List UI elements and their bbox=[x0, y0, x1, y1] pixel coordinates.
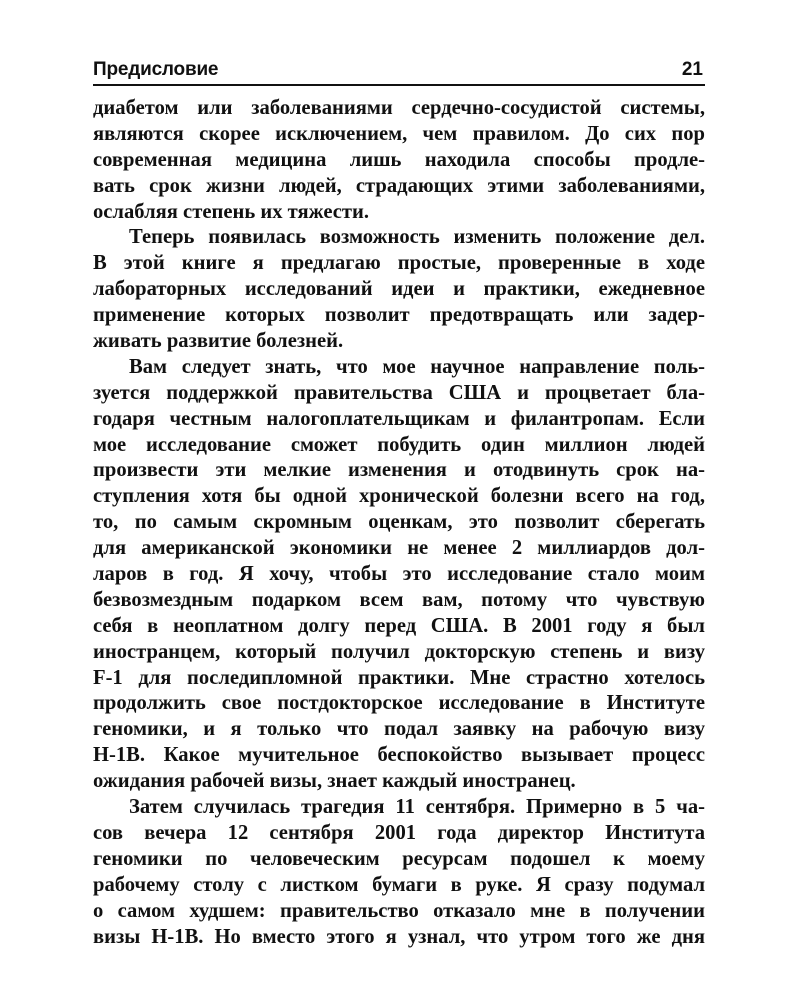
text-line: ларов в год. Я хочу, чтобы это исследование стало моим bbox=[93, 563, 705, 586]
text-line: безвозмездным подарком всем вам, потому что чувствую bbox=[93, 588, 705, 611]
text-line: то, по самым скромным оценкам, это позволит сберегать bbox=[93, 511, 705, 534]
text-line: рабочему столу с листком бумаги в руке. Я сразу подумал bbox=[93, 873, 705, 896]
paragraph bbox=[93, 225, 705, 354]
text-line: годаря честным налогоплательщикам и филантропам. Если bbox=[93, 407, 705, 430]
text-line: В этой книге я предлагаю простые, проверенные в ходе bbox=[93, 252, 705, 275]
text-line: произвести эти мелкие изменения и отодвинуть срок на- bbox=[93, 459, 705, 482]
text-line: лабораторных исследований идеи и практики, ежедневное bbox=[93, 278, 705, 301]
text-line: живать развитие болезней. bbox=[93, 330, 344, 353]
text-line: сов вечера 12 сентября 2001 года директор Института bbox=[93, 821, 705, 844]
text-line: применение которых позволит предотвращать или задер- bbox=[93, 304, 705, 327]
text-line: ступления хотя бы одной хронической болезни всего на год, bbox=[93, 485, 705, 508]
text-line: Затем случилась трагедия 11 сентября. Примерно в 5 ча- bbox=[129, 796, 705, 819]
text-line: Вам следует знать, что мое научное направление поль- bbox=[129, 355, 705, 378]
text-line: иностранцем, который получил докторскую степень и визу bbox=[93, 640, 705, 663]
text-line: ожидания рабочей визы, знает каждый иностранец. bbox=[93, 770, 576, 793]
paragraph bbox=[93, 96, 705, 225]
running-header bbox=[93, 58, 705, 86]
text-line: себя в неоплатном долгу перед США. В 2001 году я был bbox=[93, 614, 705, 637]
paragraph bbox=[93, 795, 705, 950]
text-line: F-1 для последипломной практики. Мне страстно хотелось bbox=[93, 666, 705, 689]
text-line: вать срок жизни людей, страдающих этими заболеваниями, bbox=[93, 174, 705, 197]
paragraph bbox=[93, 355, 705, 795]
text-line: визы H-1B. Но вместо этого я узнал, что утром того же дня bbox=[93, 925, 705, 948]
text-line: зуется поддержкой правительства США и процветает бла- bbox=[93, 381, 705, 404]
text-line: диабетом или заболеваниями сердечно-сосудистой системы, bbox=[93, 97, 705, 119]
text-line: являются скорее исключением, чем правилом. До сих пор bbox=[93, 122, 705, 145]
text-line: продолжить свое постдокторское исследование в Институте bbox=[93, 692, 705, 715]
page-number: 21 bbox=[681, 59, 703, 80]
text-line: Теперь появилась возможность изменить положение дел. bbox=[129, 226, 705, 249]
text-line: ослабляя степень их тяжести. bbox=[93, 200, 369, 223]
body-text bbox=[93, 96, 705, 950]
text-line: геномики по человеческим ресурсам подошел к моему bbox=[93, 847, 705, 870]
text-line: геномики, и я только что подал заявку на рабочую визу bbox=[93, 718, 705, 741]
text-line: для американской экономики не менее 2 миллиардов дол- bbox=[93, 537, 705, 560]
text-line: мое исследование сможет побудить один миллион людей bbox=[93, 433, 705, 456]
text-line: о самом худшем: правительство отказало мне в получении bbox=[93, 899, 705, 922]
text-line: современная медицина лишь находила способы продле- bbox=[93, 148, 705, 171]
text-line: H-1B. Какое мучительное беспокойство вызывает процесс bbox=[93, 744, 705, 767]
chapter-title: Предисловие bbox=[93, 59, 219, 80]
